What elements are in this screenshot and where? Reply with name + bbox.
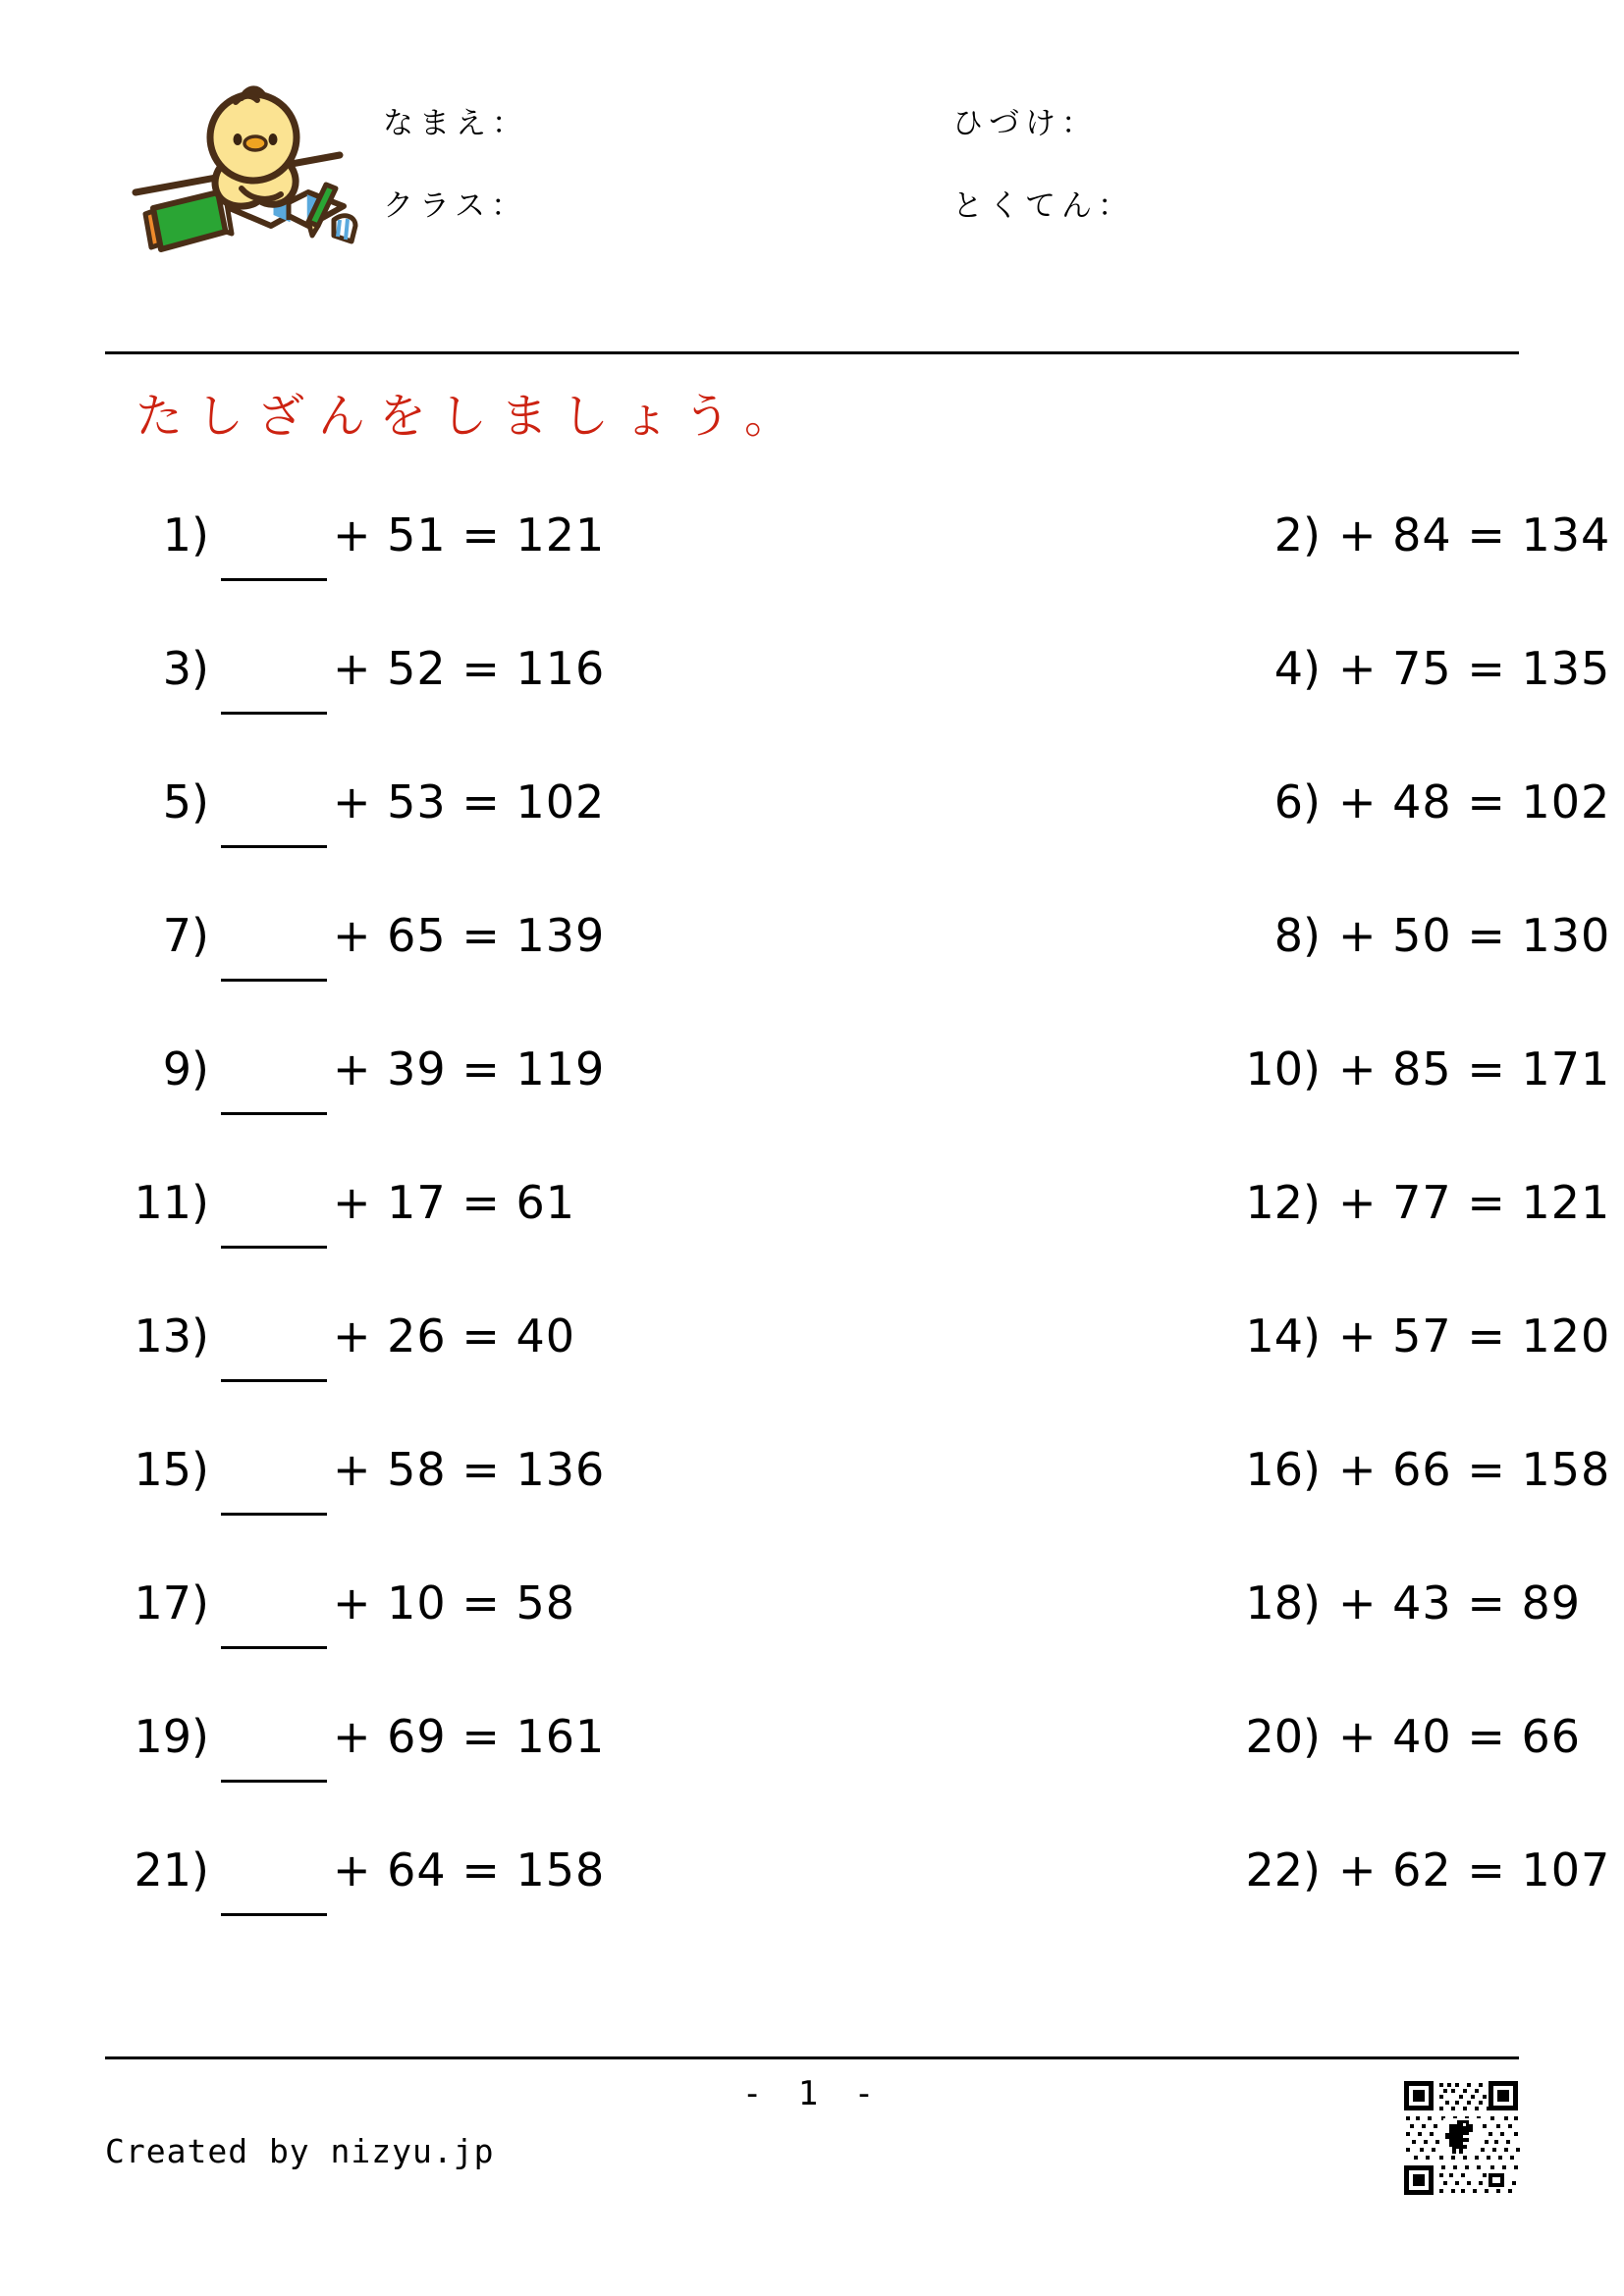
problem-row — [105, 1704, 1582, 1838]
qr-code-with-dinosaur-icon[interactable] — [1398, 2075, 1524, 2201]
problem-expression: + 65 = 139 — [333, 909, 606, 962]
problem-item — [812, 1704, 1582, 1838]
problem-expression: + 58 = 136 — [333, 1443, 606, 1496]
problem-number: 16) — [1245, 1443, 1321, 1496]
problem-number: 2) — [1273, 508, 1321, 561]
problem-grid — [105, 503, 1611, 1971]
problem-item — [105, 1170, 812, 1304]
problem-item — [105, 903, 812, 1037]
answer-blank[interactable] — [221, 524, 327, 581]
answer-blank[interactable] — [221, 1325, 327, 1382]
problem-expression: + 62 = 107 — [1338, 1843, 1611, 1896]
answer-blank[interactable] — [221, 1459, 327, 1516]
problem-expression: + 77 = 121 — [1338, 1176, 1611, 1229]
problem-expression: + 64 = 158 — [333, 1843, 606, 1896]
problem-row — [105, 903, 1611, 1037]
problem-item — [105, 1571, 812, 1704]
problem-number: 13) — [134, 1309, 209, 1362]
problem-expression: + 26 = 40 — [333, 1309, 576, 1362]
problem-number: 17) — [134, 1576, 209, 1629]
problem-item — [812, 1571, 1582, 1704]
problem-item — [105, 1838, 812, 1971]
problem-row — [105, 1037, 1611, 1170]
problem-number: 9) — [162, 1042, 209, 1095]
problem-expression: + 43 = 89 — [1338, 1576, 1582, 1629]
score-field-label: とくてん： — [952, 188, 1134, 224]
problem-expression: + 75 = 135 — [1338, 642, 1611, 695]
problem-row — [105, 1838, 1611, 1971]
problem-item — [105, 1437, 812, 1571]
problem-expression: + 85 = 171 — [1338, 1042, 1611, 1095]
problem-expression: + 17 = 61 — [333, 1176, 576, 1229]
problem-expression: + 84 = 134 — [1338, 508, 1611, 561]
problem-number: 19) — [134, 1710, 209, 1763]
problem-number: 22) — [1245, 1843, 1321, 1896]
problem-row — [105, 636, 1611, 770]
problem-row — [105, 1170, 1611, 1304]
page-number: - 1 - — [741, 2074, 883, 2113]
problem-expression: + 53 = 102 — [333, 775, 606, 828]
problem-item — [812, 1170, 1611, 1304]
problem-item — [105, 1304, 812, 1437]
problem-expression: + 52 = 116 — [333, 642, 606, 695]
problem-row — [105, 1304, 1611, 1437]
page-title: たしざんをしましょう。 — [135, 389, 806, 444]
problem-number: 18) — [1245, 1576, 1321, 1629]
problem-number: 6) — [1273, 775, 1321, 828]
problem-item — [812, 1037, 1611, 1170]
problem-item — [812, 636, 1611, 770]
problem-row — [105, 770, 1611, 903]
footer-divider — [105, 2056, 1519, 2059]
problem-number: 21) — [134, 1843, 209, 1896]
problem-item — [105, 770, 812, 903]
problem-number: 14) — [1245, 1309, 1321, 1362]
problem-number: 11) — [134, 1176, 209, 1229]
name-field-label: なまえ： — [383, 106, 528, 141]
problem-number: 5) — [162, 775, 209, 828]
problem-expression: + 51 = 121 — [333, 508, 606, 561]
problem-expression: + 69 = 161 — [333, 1710, 606, 1763]
problem-number: 7) — [162, 909, 209, 962]
problem-number: 4) — [1273, 642, 1321, 695]
answer-blank[interactable] — [221, 791, 327, 848]
problem-number: 3) — [162, 642, 209, 695]
problem-item — [812, 903, 1611, 1037]
header-divider — [105, 351, 1519, 354]
credit-text: Created by nizyu.jp — [105, 2132, 495, 2170]
worksheet-header — [0, 0, 1624, 294]
problem-item — [105, 636, 812, 770]
problem-item — [812, 770, 1611, 903]
answer-blank[interactable] — [221, 1859, 327, 1916]
header-row-2 — [383, 181, 1267, 263]
answer-blank[interactable] — [221, 658, 327, 715]
header-row-1 — [383, 98, 1267, 181]
chick-at-desk-icon — [116, 77, 371, 273]
problem-item — [812, 1838, 1611, 1971]
problem-expression: + 10 = 58 — [333, 1576, 576, 1629]
problem-row — [105, 503, 1611, 636]
problem-expression: + 57 = 120 — [1338, 1309, 1611, 1362]
problem-item — [812, 503, 1611, 636]
problem-expression: + 39 = 119 — [333, 1042, 606, 1095]
problem-item — [105, 1704, 812, 1838]
problem-item — [105, 503, 812, 636]
problem-row — [105, 1437, 1611, 1571]
answer-blank[interactable] — [221, 925, 327, 982]
problem-expression: + 48 = 102 — [1338, 775, 1611, 828]
header-fields — [383, 98, 1267, 263]
problem-number: 20) — [1245, 1710, 1321, 1763]
answer-blank[interactable] — [221, 1726, 327, 1783]
problem-item — [105, 1037, 812, 1170]
problem-number: 10) — [1245, 1042, 1321, 1095]
problem-expression: + 40 = 66 — [1338, 1710, 1582, 1763]
problem-row — [105, 1571, 1582, 1704]
problem-number: 1) — [162, 508, 209, 561]
answer-blank[interactable] — [221, 1592, 327, 1649]
problem-number: 8) — [1273, 909, 1321, 962]
answer-blank[interactable] — [221, 1192, 327, 1249]
problem-item — [812, 1304, 1611, 1437]
answer-blank[interactable] — [221, 1058, 327, 1115]
problem-number: 15) — [134, 1443, 209, 1496]
problem-item — [812, 1437, 1611, 1571]
problem-expression: + 66 = 158 — [1338, 1443, 1611, 1496]
problem-expression: + 50 = 130 — [1338, 909, 1611, 962]
problem-number: 12) — [1245, 1176, 1321, 1229]
class-field-label: クラス： — [383, 188, 528, 224]
date-field-label: ひづけ： — [952, 106, 1098, 141]
